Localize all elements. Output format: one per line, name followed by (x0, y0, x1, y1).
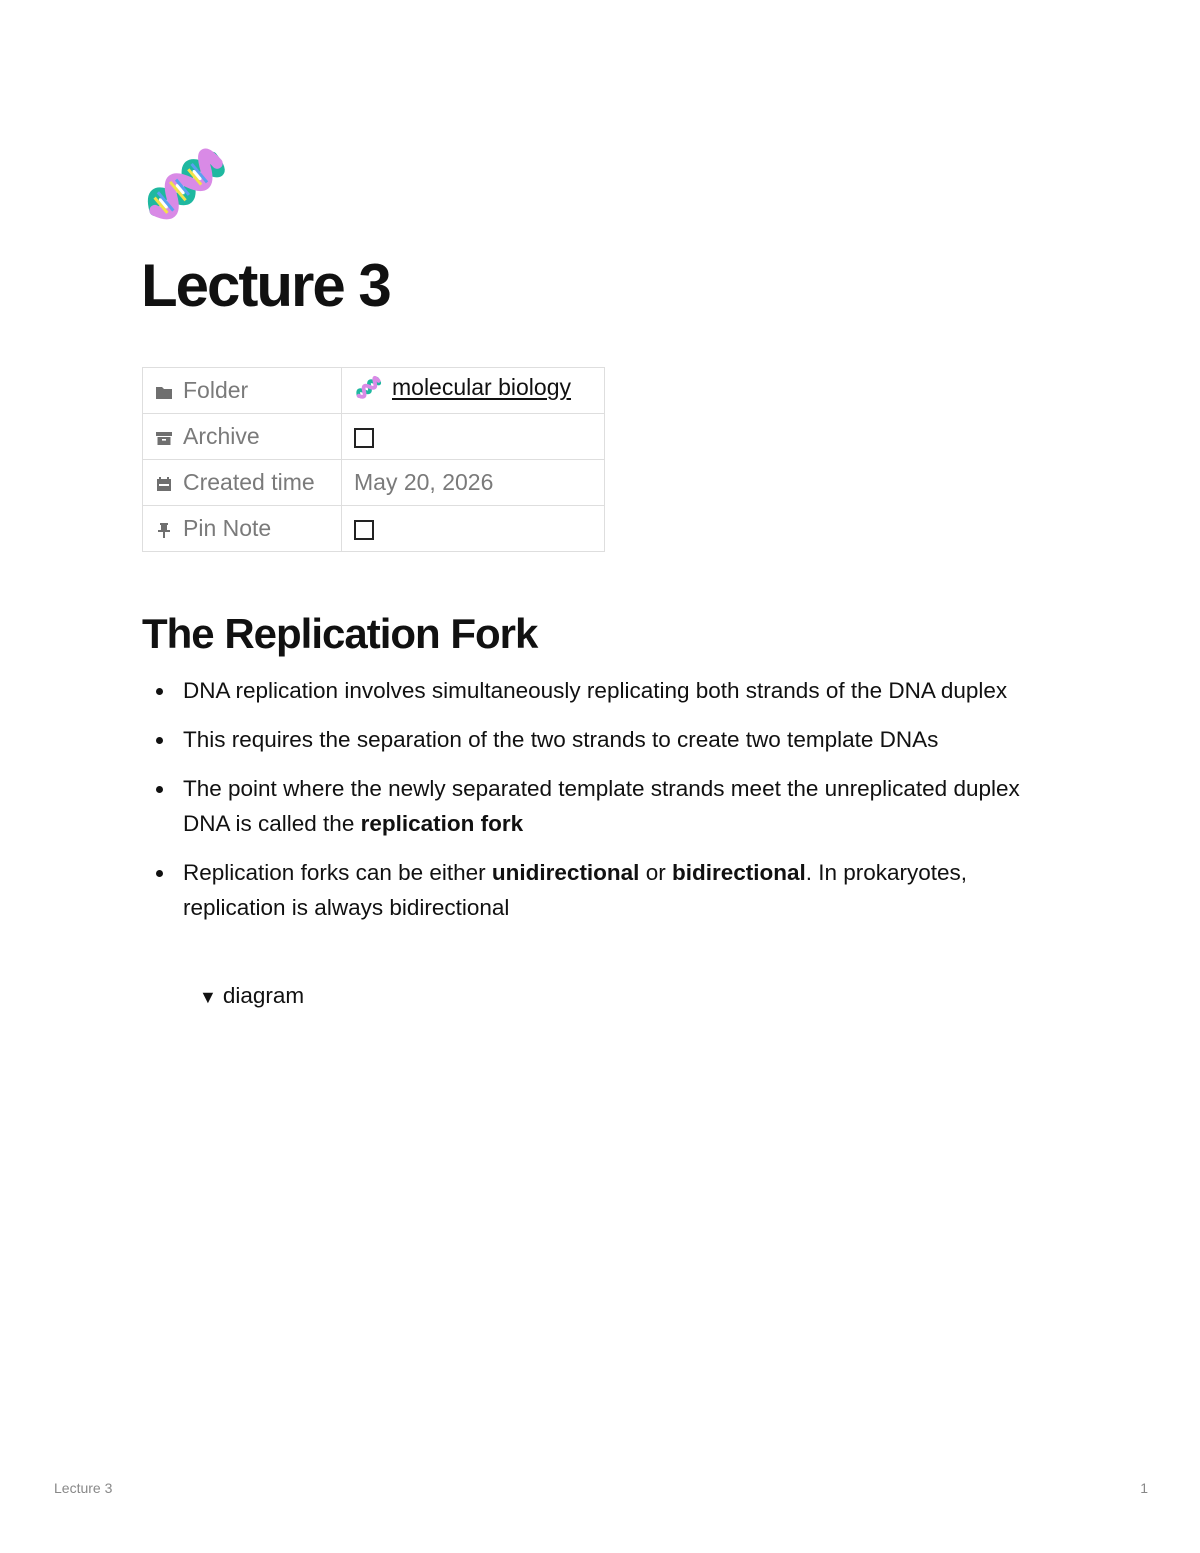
archive-checkbox[interactable] (354, 428, 374, 448)
property-name: Folder (183, 377, 249, 403)
property-name: Created time (183, 469, 315, 495)
toggle-arrow-icon: ▼ (199, 987, 217, 1007)
created-time-value: May 20, 2026 (354, 469, 494, 495)
property-name: Archive (183, 423, 260, 449)
pin-note-checkbox[interactable] (354, 520, 374, 540)
list-item (183, 722, 1063, 757)
page-title: Lecture 3 (141, 252, 390, 319)
bullet-text: . In prokaryotes, replication is always bidirectional (183, 860, 968, 920)
property-name: Pin Note (183, 515, 272, 541)
property-row-created-time (143, 460, 605, 506)
footer-page-number: 1 (1140, 1480, 1148, 1496)
bold-term: bidirectional (671, 860, 806, 885)
diagram-toggle[interactable] (199, 978, 304, 1015)
folder-link[interactable]: molecular biology (392, 374, 571, 400)
bullet-text: DNA replication involves simultaneously replicating both strands of the DNA duplex (183, 678, 1008, 703)
property-value-cell (342, 460, 605, 506)
bullet-text: The point where the newly separated template strands meet the unreplicated duplex DNA is called the (183, 776, 1020, 836)
property-name-cell (143, 414, 342, 460)
property-row-archive (143, 414, 605, 460)
list-item (183, 771, 1063, 841)
bold-term: unidirectional (491, 860, 640, 885)
footer-title: Lecture 3 (54, 1480, 113, 1496)
property-name-cell (143, 506, 342, 552)
list-item (183, 855, 1063, 925)
property-value-cell (342, 506, 605, 552)
toggle-label: diagram (222, 983, 305, 1008)
folder-icon (155, 384, 173, 400)
list-item (183, 673, 1063, 708)
property-value-cell (342, 368, 605, 414)
pin-icon (155, 522, 173, 538)
bullet-text: This requires the separation of the two strands to create two template DNAs (183, 727, 939, 752)
property-row-pin-note (143, 506, 605, 552)
calendar-icon (155, 476, 173, 492)
bullet-list (183, 673, 1063, 939)
archive-icon (155, 430, 173, 446)
property-name-cell (143, 368, 342, 414)
property-name-cell (143, 460, 342, 506)
properties-table (142, 367, 605, 552)
bullet-text: Replication forks can be either (183, 860, 492, 885)
bold-term: replication fork (360, 811, 524, 836)
dna-emoji-icon (354, 374, 382, 402)
section-heading: The Replication Fork (142, 610, 538, 657)
bullet-text: or (639, 860, 672, 885)
property-row-folder (143, 368, 605, 414)
dna-emoji-icon (140, 142, 228, 230)
property-value-cell (342, 414, 605, 460)
